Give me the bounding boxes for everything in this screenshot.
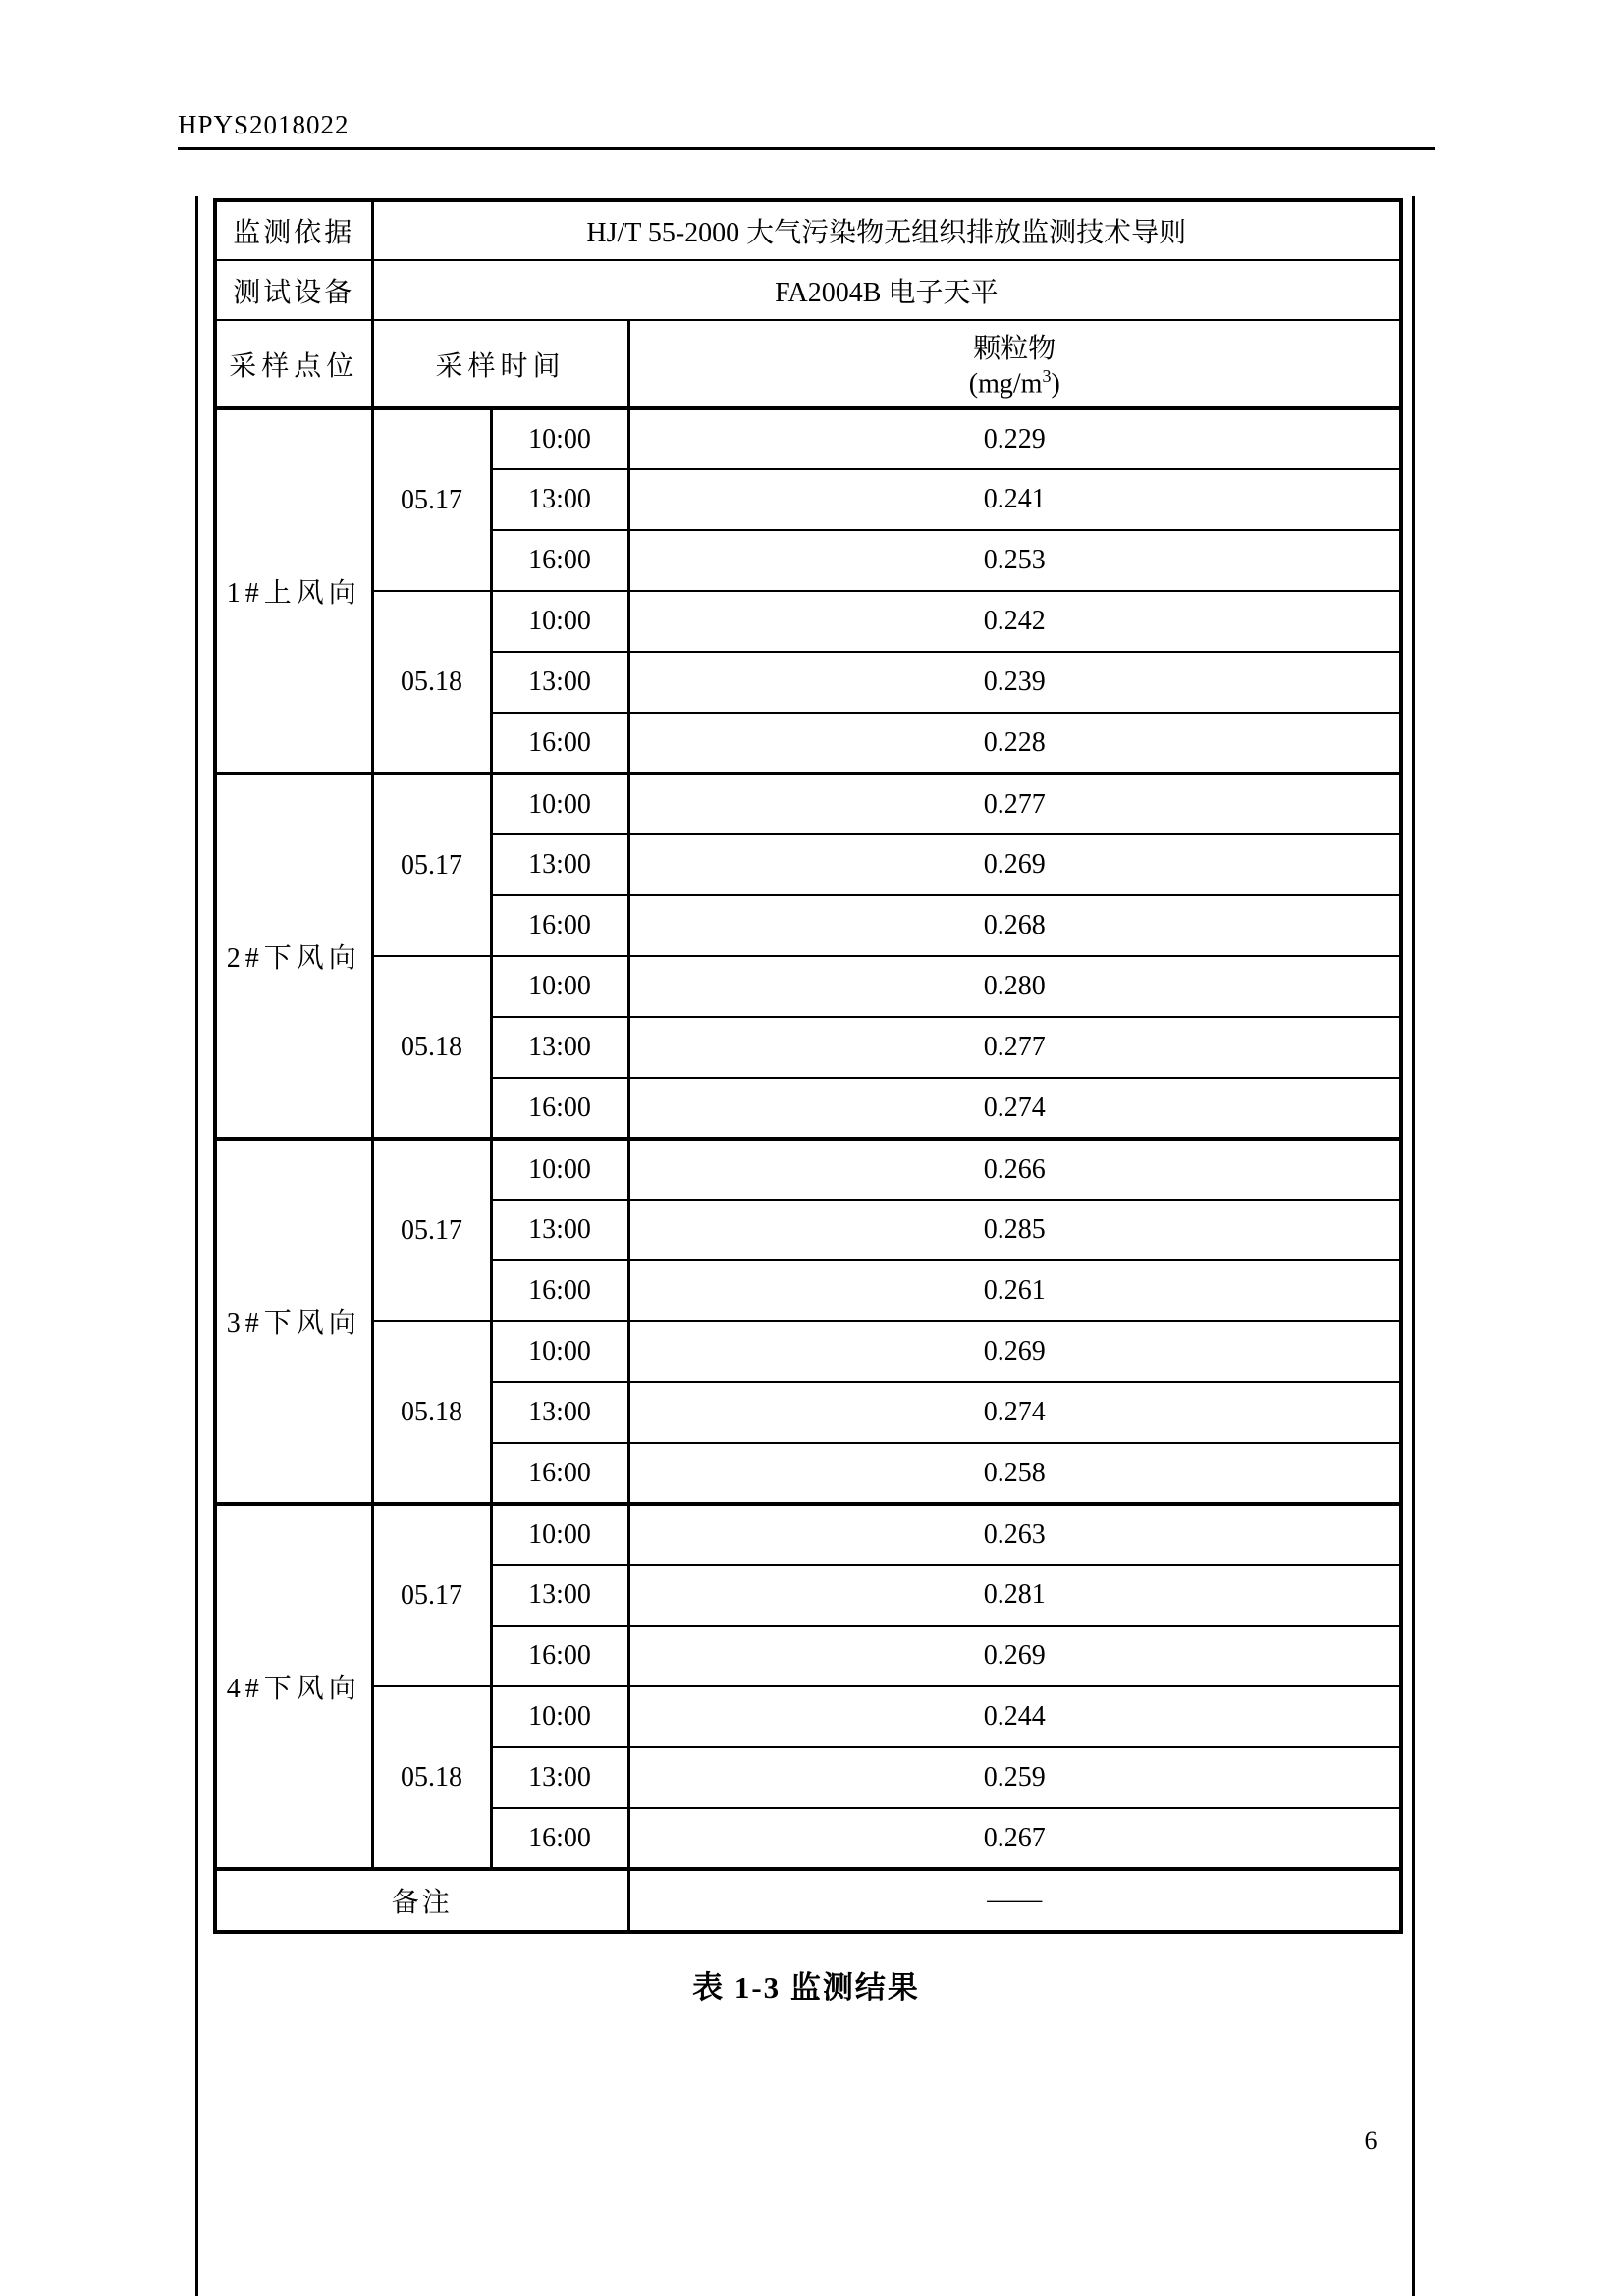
report-code: HPYS2018022 (178, 110, 350, 139)
value-cell: 0.269 (628, 834, 1401, 895)
value-cell: 0.285 (628, 1200, 1401, 1260)
date-cell: 05.17 (372, 408, 491, 591)
value-cell: 0.266 (628, 1139, 1401, 1200)
value-cell: 0.277 (628, 774, 1401, 834)
remark-value-cell: —— (628, 1869, 1401, 1932)
info-label-cell: 监测依据 (215, 200, 372, 260)
time-cell: 16:00 (491, 1808, 628, 1869)
value-cell: 0.274 (628, 1078, 1401, 1139)
header-rule (178, 147, 1435, 150)
value-cell: 0.228 (628, 713, 1401, 774)
sampling-point-cell: 3#下风向 (215, 1139, 372, 1504)
time-cell: 10:00 (491, 591, 628, 652)
table-row (215, 956, 1401, 1017)
time-cell: 16:00 (491, 713, 628, 774)
time-cell: 13:00 (491, 1017, 628, 1078)
table-row (215, 200, 1401, 260)
time-cell: 16:00 (491, 1078, 628, 1139)
value-cell: 0.242 (628, 591, 1401, 652)
table-caption: 表 1-3 监测结果 (692, 1970, 920, 2004)
table-row (215, 1321, 1401, 1382)
time-cell: 13:00 (491, 1747, 628, 1808)
pollutant-unit: $(mg/m^3)$ (968, 366, 1060, 400)
value-cell: 0.244 (628, 1686, 1401, 1747)
pollutant-name: 颗粒物 (973, 334, 1056, 365)
value-cell: 0.229 (628, 408, 1401, 469)
time-cell: 10:00 (491, 408, 628, 469)
time-cell: 10:00 (491, 1504, 628, 1565)
time-cell: 13:00 (491, 1382, 628, 1443)
value-cell: 0.239 (628, 652, 1401, 713)
time-cell: 10:00 (491, 1139, 628, 1200)
table-row (215, 774, 1401, 834)
date-cell: 05.17 (372, 1504, 491, 1686)
value-cell: 0.277 (628, 1017, 1401, 1078)
date-cell: 05.17 (372, 774, 491, 956)
time-cell: 16:00 (491, 530, 628, 591)
column-header-particulate (628, 320, 1401, 408)
value-cell: 0.258 (628, 1443, 1401, 1504)
date-cell: 05.18 (372, 1321, 491, 1504)
remark-label-cell: 备注 (215, 1869, 628, 1932)
column-header-sampling-time: 采样时间 (372, 320, 628, 408)
value-cell: 0.263 (628, 1504, 1401, 1565)
value-cell: 0.261 (628, 1260, 1401, 1321)
table-row (215, 1686, 1401, 1747)
value-cell: 0.241 (628, 469, 1401, 530)
column-header-sampling-point: 采样点位 (215, 320, 372, 408)
table-row (215, 591, 1401, 652)
sampling-point-cell: 2#下风向 (215, 774, 372, 1139)
time-cell: 13:00 (491, 834, 628, 895)
time-cell: 13:00 (491, 652, 628, 713)
monitoring-results-table (213, 198, 1403, 1934)
time-cell: 16:00 (491, 1260, 628, 1321)
time-cell: 16:00 (491, 1443, 628, 1504)
time-cell: 10:00 (491, 774, 628, 834)
sampling-point-cell: 4#下风向 (215, 1504, 372, 1869)
info-value-cell: FA2004B 电子天平 (372, 260, 1401, 320)
remark-row (215, 1869, 1401, 1932)
sampling-point-cell: 1#上风向 (215, 408, 372, 774)
date-cell: 05.18 (372, 591, 491, 774)
info-value-cell: HJ/T 55-2000 大气污染物无组织排放监测技术导则 (372, 200, 1401, 260)
page-frame-left-line (195, 196, 198, 2296)
value-cell: 0.268 (628, 895, 1401, 956)
value-cell: 0.281 (628, 1565, 1401, 1626)
page-frame-right-line (1412, 196, 1415, 2296)
time-cell: 10:00 (491, 956, 628, 1017)
time-cell: 10:00 (491, 1686, 628, 1747)
time-cell: 13:00 (491, 1565, 628, 1626)
value-cell: 0.259 (628, 1747, 1401, 1808)
time-cell: 13:00 (491, 469, 628, 530)
value-cell: 0.269 (628, 1321, 1401, 1382)
value-cell: 0.267 (628, 1808, 1401, 1869)
table-row (215, 260, 1401, 320)
value-cell: 0.253 (628, 530, 1401, 591)
date-cell: 05.18 (372, 1686, 491, 1869)
date-cell: 05.17 (372, 1139, 491, 1321)
table-header-row (215, 320, 1401, 408)
info-label-cell: 测试设备 (215, 260, 372, 320)
page-number: 6 (1364, 2126, 1378, 2155)
value-cell: 0.269 (628, 1626, 1401, 1686)
table-row (215, 1504, 1401, 1565)
time-cell: 10:00 (491, 1321, 628, 1382)
table-row (215, 408, 1401, 469)
value-cell: 0.274 (628, 1382, 1401, 1443)
time-cell: 13:00 (491, 1200, 628, 1260)
date-cell: 05.18 (372, 956, 491, 1139)
time-cell: 16:00 (491, 1626, 628, 1686)
table-row (215, 1139, 1401, 1200)
time-cell: 16:00 (491, 895, 628, 956)
value-cell: 0.280 (628, 956, 1401, 1017)
